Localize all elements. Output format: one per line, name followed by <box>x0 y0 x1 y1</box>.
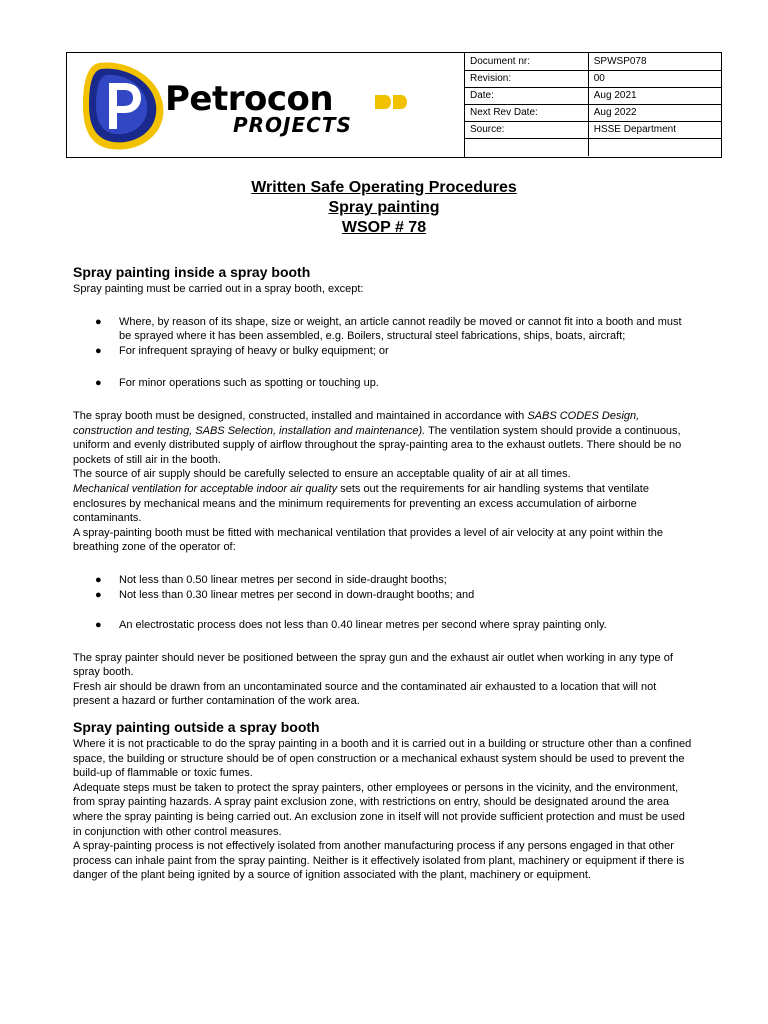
paragraph: Fresh air should be drawn from an uncontaminated source and the contaminated air exhausted to a location that will not present a hazard or further contamination of the work area. <box>73 680 657 708</box>
info-value: Aug 2022 <box>588 104 721 121</box>
document-header <box>66 52 722 158</box>
paragraph: A spray-painting booth must be fitted with mechanical ventilation that provides a level of air velocity at any point within the breathing zone of the operator of: <box>73 526 664 554</box>
title-main: Written Safe Operating Procedures <box>251 179 517 196</box>
list-item: ● For infrequent spraying of heavy or bulky equipment; or <box>95 344 389 357</box>
list-item: ● Where, by reason of its shape, size or weight, an article cannot readily be moved or cannot fit into a booth and must be sprayed where it has been assembled, e.g. Boilers, structural steel fabrications, ships, boats, aircraft; <box>95 315 682 343</box>
title-topic: Spray painting <box>328 199 440 216</box>
bullet-icon: ● <box>95 315 102 328</box>
paragraph: Where it is not practicable to do the spray painting in a booth and it is carried out in a building or structure other than a confined space, the building or structure should be of open construction or a mechanical exhaust system should be used to prevent the build-up of flammable or toxic fumes. <box>73 738 692 780</box>
info-row <box>465 104 722 121</box>
info-key: Next Rev Date: <box>465 104 589 121</box>
section-heading-inside: Spray painting inside a spray booth <box>73 264 311 280</box>
document-titles <box>0 178 768 238</box>
paragraph: A spray-painting process is not effectively isolated from another manufacturing process if any persons engaged in that other process can inhale paint from the spray painting. Neither is it effectively isolated from plant, machinery or equipment if there is danger of the plant being ignited by a source of ignition associated with the plant, machinery or equipment. <box>73 840 685 882</box>
info-value: 00 <box>588 70 721 87</box>
bullet-icon: ● <box>95 588 102 601</box>
bullet-icon: ● <box>95 573 102 586</box>
paragraph: The spray painter should never be positioned between the spray gun and the exhaust air outlet when working in any type of spray booth. <box>73 651 673 679</box>
bullet-icon: ● <box>95 619 102 632</box>
list-item: ● An electrostatic process does not less than 0.40 linear metres per second where spray painting only. <box>95 619 607 632</box>
list-item: ● Not less than 0.30 linear metres per second in down-draught booths; and <box>95 588 475 601</box>
document-info-table <box>464 53 721 156</box>
info-key: Revision: <box>465 70 589 87</box>
info-row <box>465 53 722 70</box>
paragraph: Spray painting must be carried out in a spray booth, except: <box>73 283 364 295</box>
info-row-empty <box>465 138 722 156</box>
title-number: WSOP # 78 <box>341 219 427 236</box>
bullet-icon: ● <box>95 377 102 390</box>
paragraph: Mechanical ventilation for acceptable indoor air quality sets out the requirements for air handling systems that ventilate enclosures by mechanical means and the minimum requirements for preventing an excess accumulation of airborne contaminants. <box>73 482 649 525</box>
info-value: Aug 2021 <box>588 87 721 104</box>
info-value: SPWSP078 <box>588 53 721 70</box>
info-value: HSSE Department <box>588 121 721 138</box>
brand-subtitle: PROJECTS <box>233 113 352 137</box>
info-row <box>465 87 722 104</box>
velocity-list <box>73 573 693 633</box>
section-heading-outside: Spray painting outside a spray booth <box>73 719 320 736</box>
petrocon-logo-icon <box>79 57 169 160</box>
logo-cell <box>67 53 465 157</box>
paragraph: The spray booth must be designed, constructed, installed and maintained in accordance with SABS CODES Design, construction and testing, SABS Selection, installation and maintenance). The ventilation system should provide a continuous, uniform and evenly distributed supply of airflow throughout the spray-painting area to the exhaust outlets. There should be no pockets of still air in the booth. <box>73 409 682 466</box>
info-row <box>465 70 722 87</box>
paragraph: The source of air supply should be carefully selected to ensure an acceptable quality of air at all times. <box>73 468 571 481</box>
brand-dots-icon <box>373 93 409 116</box>
bullet-icon: ● <box>95 344 102 357</box>
info-key: Document nr: <box>465 53 589 70</box>
document-body <box>73 262 693 883</box>
info-row <box>465 121 722 138</box>
brand-name: Petrocon <box>165 79 334 119</box>
info-key: Source: <box>465 121 589 138</box>
exception-list <box>73 315 693 391</box>
list-item: ● For minor operations such as spotting or touching up. <box>95 377 379 390</box>
paragraph: Adequate steps must be taken to protect the spray painters, other employees or persons in the vicinity, and the environment, from spray painting hazards. A spray paint exclusion zone, with restrictions on entry, should be designated around the area where the spray painting is being carried out. An exclusion zone in itself will not provide sufficient protection and must be used in conjunction with other control measures. <box>73 781 685 838</box>
info-key: Date: <box>465 87 589 104</box>
list-item: ● Not less than 0.50 linear metres per second in side-draught booths; <box>95 573 447 586</box>
